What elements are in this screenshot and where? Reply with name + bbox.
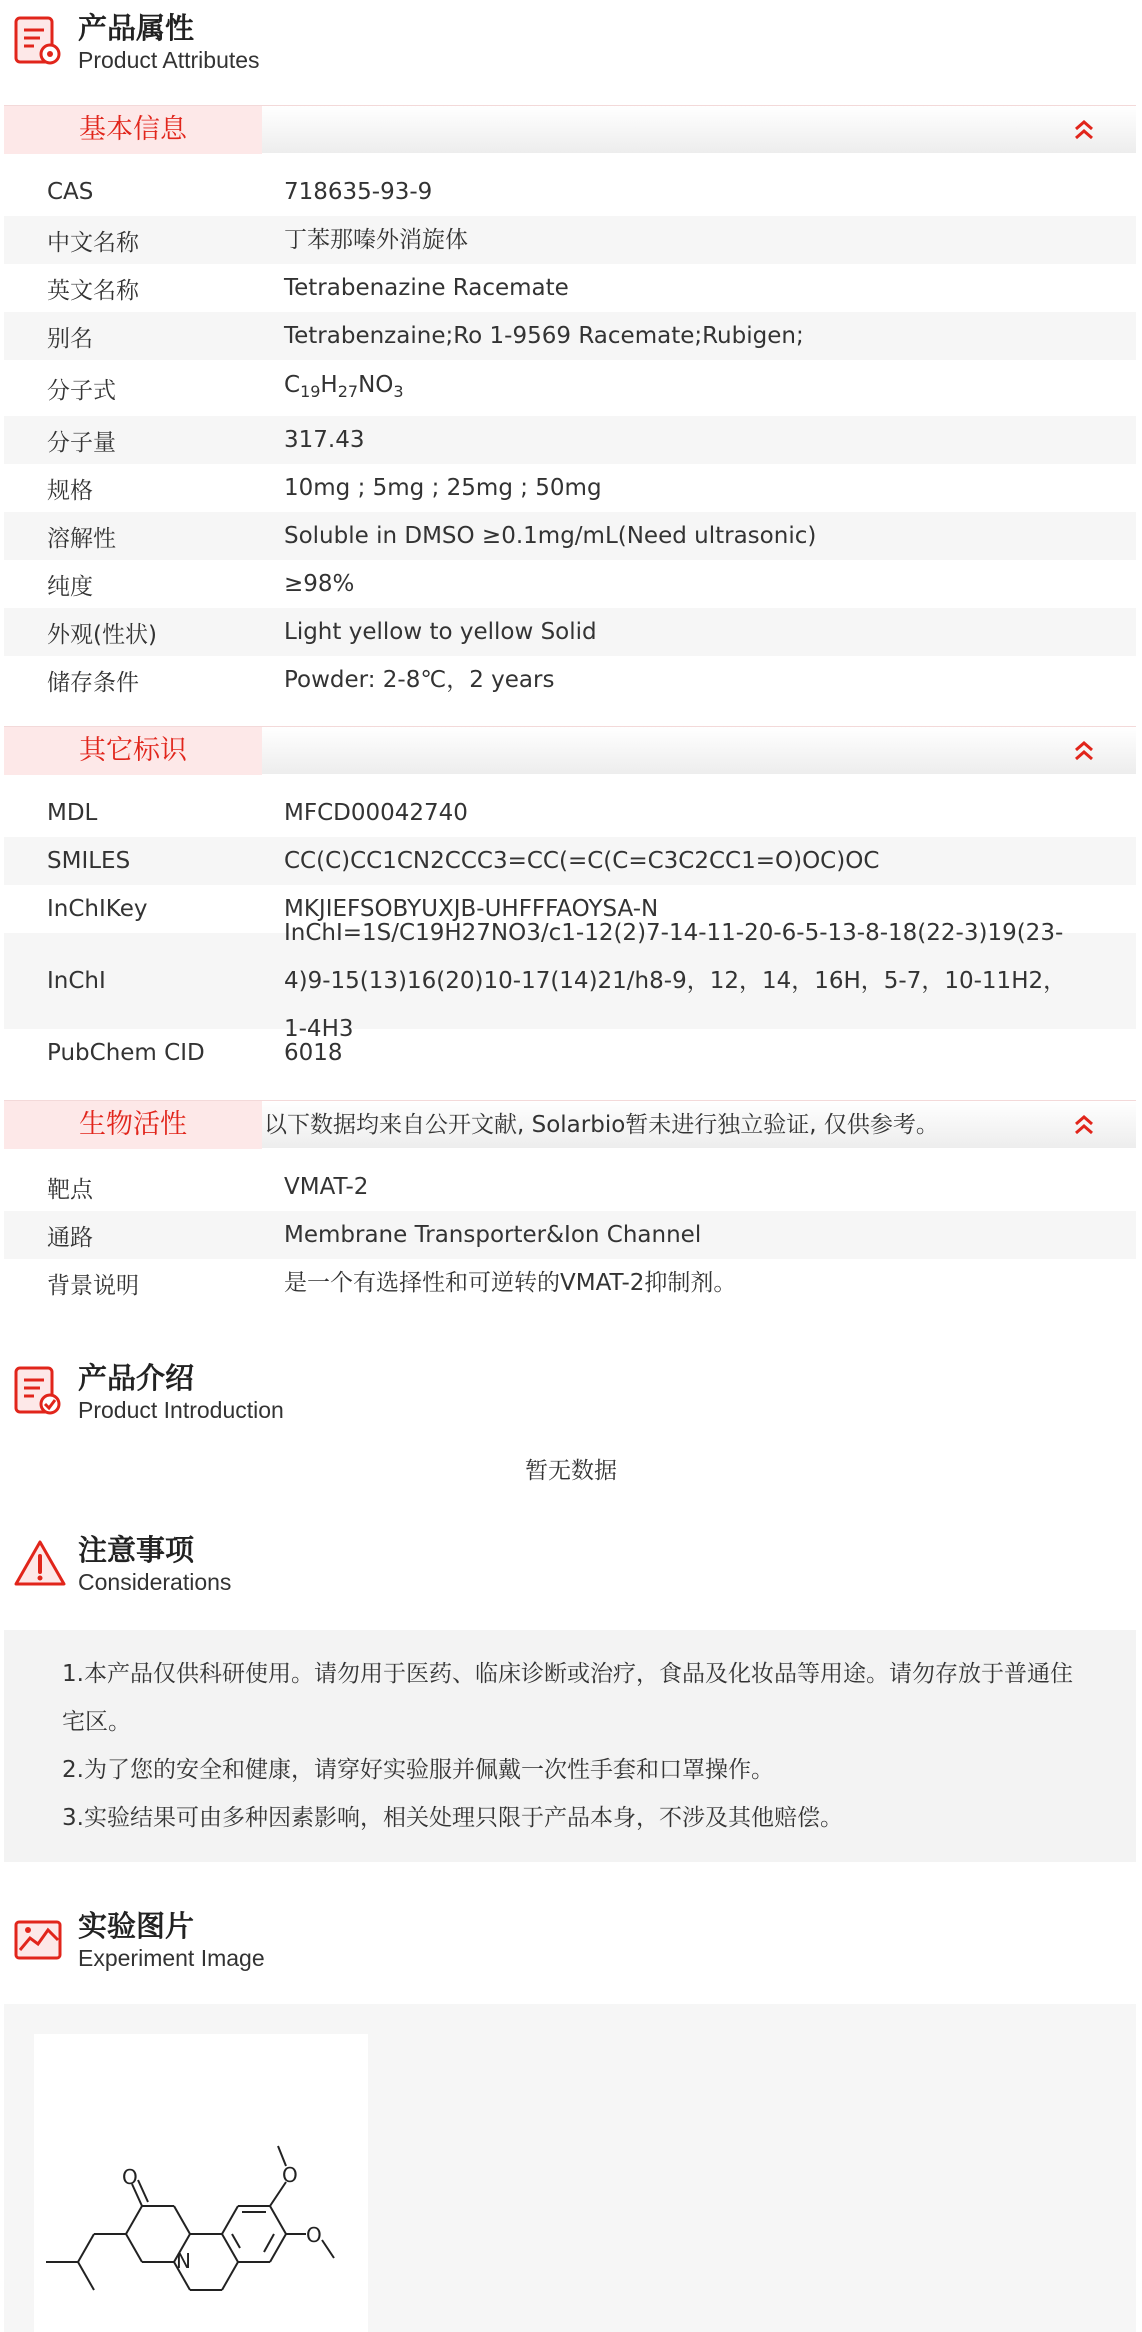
row-key: 溶解性 <box>47 525 116 552</box>
row-key: SMILES <box>47 848 131 874</box>
product-intro-header <box>0 1350 1142 1430</box>
table-row <box>4 264 1136 312</box>
formula-o-count: 3 <box>393 381 404 401</box>
bio-activity-label: 生物活性 <box>4 1101 262 1149</box>
considerations-box <box>4 1630 1136 1862</box>
molecular-formula <box>284 361 1136 416</box>
row-key: InChI <box>47 968 106 994</box>
table-row <box>4 560 1136 608</box>
row-value: 6018 <box>284 1040 343 1066</box>
row-key: CAS <box>47 179 94 205</box>
row-key: MDL <box>47 800 98 826</box>
row-key: PubChem CID <box>47 1040 205 1066</box>
chemical-structure-drawing <box>34 2034 368 2332</box>
section-title-cn: 产品介绍 <box>78 1361 195 1395</box>
image-chart-icon <box>12 1912 68 1968</box>
row-value: 是一个有选择性和可逆转的VMAT-2抑制剂。 <box>284 1270 737 1296</box>
formula-h: H <box>320 371 338 398</box>
section-title-en: Product Introduction <box>78 1397 284 1423</box>
table-row <box>4 1259 1136 1307</box>
product-attributes-header <box>0 0 1142 80</box>
row-key: InChIKey <box>47 896 148 922</box>
formula-c: C <box>284 371 301 398</box>
row-value: MFCD00042740 <box>284 800 468 826</box>
row-key: 中文名称 <box>47 229 139 256</box>
table-row <box>4 1029 1136 1077</box>
row-key: 外观(性状) <box>47 621 157 648</box>
considerations-header <box>0 1522 1142 1602</box>
row-value: Membrane Transporter&Ion Channel <box>284 1222 702 1248</box>
table-row <box>4 216 1136 264</box>
other-ids-label: 其它标识 <box>4 727 262 775</box>
row-key: 别名 <box>47 325 93 352</box>
consideration-item: 2.为了您的安全和健康，请穿好实验服并佩戴一次性手套和口罩操作。 <box>62 1757 774 1783</box>
experiment-image-panel <box>4 2004 1136 2332</box>
table-row <box>4 1211 1136 1259</box>
row-key: 英文名称 <box>47 277 139 304</box>
row-key: 分子量 <box>47 429 116 456</box>
document-gear-icon <box>12 14 68 70</box>
section-title-cn: 实验图片 <box>78 1909 195 1943</box>
chevron-double-up-icon[interactable] <box>1070 737 1098 765</box>
row-value: VMAT-2 <box>284 1174 369 1200</box>
row-value: Tetrabenazine Racemate <box>284 275 569 301</box>
row-key: 储存条件 <box>47 669 139 696</box>
row-key: 背景说明 <box>47 1272 139 1299</box>
structure-image[interactable] <box>34 2034 368 2332</box>
row-value: 10mg ; 5mg ; 25mg ; 50mg <box>284 475 602 501</box>
row-value: 317.43 <box>284 427 365 453</box>
atom-o-ketone: O <box>122 2165 138 2189</box>
warning-triangle-icon <box>12 1536 68 1592</box>
table-row <box>4 416 1136 464</box>
row-value: 718635-93-9 <box>284 179 433 205</box>
experiment-image-header <box>0 1898 1142 1978</box>
row-value: CC(C)CC1CN2CCC3=CC(=C(C=C3C2CC1=O)OC)OC <box>284 848 880 874</box>
row-value: InChI=1S/C19H27NO3/c1-12(2)7-14-11-20-6-5-13-8-18(22-3)19(23-4)9-15(13)16(20)10-17(14)21/h8-9，12，14，16H，5-7，10-11H2，1-4H3 <box>284 920 1067 1042</box>
table-row <box>4 1163 1136 1211</box>
table-row <box>4 168 1136 216</box>
table-row <box>4 312 1136 360</box>
atom-o-methoxy: O <box>306 2223 322 2247</box>
document-check-icon <box>12 1364 68 1420</box>
section-title-en: Experiment Image <box>78 1945 265 1971</box>
chevron-double-up-icon[interactable] <box>1070 116 1098 144</box>
row-key: 纯度 <box>47 573 93 600</box>
table-row <box>4 789 1136 837</box>
table-row <box>4 512 1136 560</box>
basic-info-bar[interactable] <box>4 105 1136 153</box>
bio-activity-table <box>4 1163 1136 1307</box>
row-key: 规格 <box>47 477 93 504</box>
other-ids-table <box>4 789 1136 1077</box>
other-ids-bar[interactable] <box>4 726 1136 774</box>
consideration-item: 3.实验结果可由多种因素影响，相关处理只限于产品本身，不涉及其他赔偿。 <box>62 1805 843 1831</box>
atom-o-methoxy: O <box>282 2163 298 2187</box>
row-value: Light yellow to yellow Solid <box>284 619 597 645</box>
section-title-en: Considerations <box>78 1569 232 1595</box>
table-row <box>4 837 1136 885</box>
row-value: Powder: 2-8℃，2 years <box>284 667 555 693</box>
row-value: 丁苯那嗪外消旋体 <box>284 227 468 253</box>
row-value: MKJIEFSOBYUXJB-UHFFFAOYSA-N <box>284 896 659 922</box>
table-row <box>4 608 1136 656</box>
chevron-double-up-icon[interactable] <box>1070 1111 1098 1139</box>
row-key: 通路 <box>47 1224 93 1251</box>
bio-activity-note: 以下数据均来自公开文献, Solarbio暂未进行独立验证, 仅供参考。 <box>264 1112 939 1138</box>
table-row <box>4 920 1136 1042</box>
row-key: 分子式 <box>47 377 116 404</box>
table-row <box>4 464 1136 512</box>
atom-n: N <box>176 2249 191 2273</box>
row-value: ≥98% <box>284 571 355 597</box>
row-value: Soluble in DMSO ≥0.1mg/mL(Need ultrasonic) <box>284 523 817 549</box>
section-title-en: Product Attributes <box>78 47 260 73</box>
basic-info-table <box>4 168 1136 704</box>
bio-activity-bar[interactable] <box>4 1100 1136 1148</box>
section-title-cn: 注意事项 <box>78 1533 195 1567</box>
consideration-item: 1.本产品仅供科研使用。请勿用于医药、临床诊断或治疗，食品及化妆品等用途。请勿存放于普通住宅区。 <box>62 1661 1073 1735</box>
formula-no: NO <box>358 371 394 398</box>
basic-info-label: 基本信息 <box>4 106 262 154</box>
section-title-cn: 产品属性 <box>78 11 195 45</box>
row-value: Tetrabenzaine;Ro 1-9569 Racemate;Rubigen; <box>284 323 804 349</box>
table-row <box>4 360 1136 416</box>
table-row <box>4 656 1136 704</box>
row-key: 靶点 <box>47 1176 93 1203</box>
formula-c-count: 19 <box>300 381 321 401</box>
formula-h-count: 27 <box>337 381 359 401</box>
no-data-text: 暂无数据 <box>525 1458 617 1484</box>
